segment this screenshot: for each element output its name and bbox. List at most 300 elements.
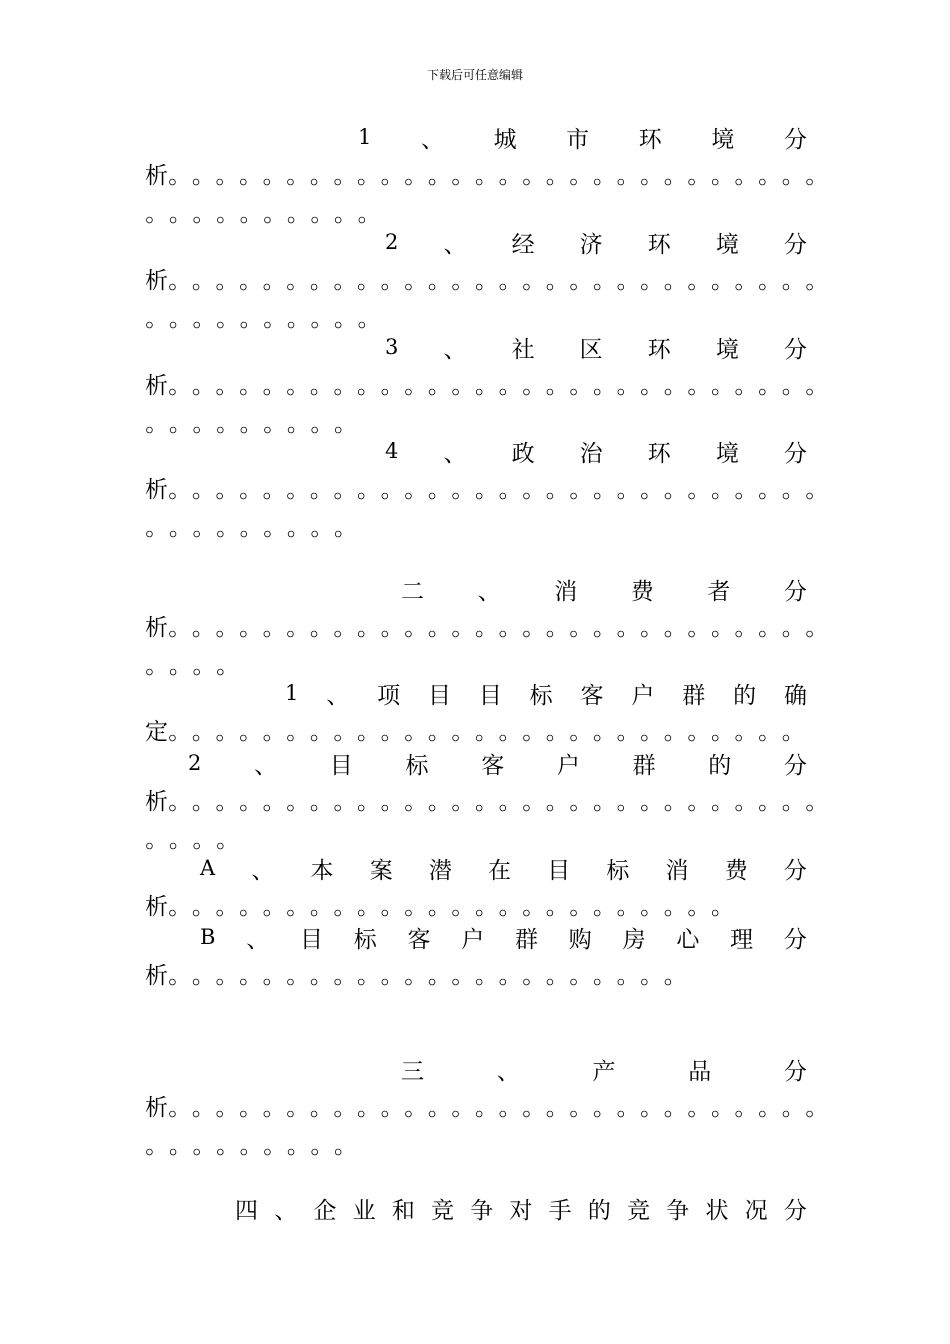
leader-dot: 。 xyxy=(168,963,192,989)
leader-dots-line xyxy=(145,1089,829,1119)
leader-dot: 。 xyxy=(262,719,286,745)
heading-char: 标 xyxy=(606,857,630,884)
leader-dot: 。 xyxy=(262,163,286,189)
leader-dot: 。 xyxy=(758,268,782,294)
leader-dot: 。 xyxy=(333,477,357,503)
leader-dot: 。 xyxy=(168,789,192,815)
heading-char: 本 xyxy=(310,857,334,884)
leader-dot: 。 xyxy=(310,306,334,332)
leader-dots-line xyxy=(145,509,357,539)
leader-dot: 。 xyxy=(592,789,616,815)
leader-dot: 。 xyxy=(191,789,215,815)
leader-dot: 。 xyxy=(216,515,240,541)
leader-dot: 。 xyxy=(451,1095,475,1121)
leader-dot: 。 xyxy=(404,963,428,989)
leader-dot: 。 xyxy=(498,268,522,294)
heading-char: 分 xyxy=(783,440,807,467)
leader-dot: 。 xyxy=(239,163,263,189)
leader-dot: 。 xyxy=(191,373,215,399)
leader-dot: 。 xyxy=(333,1095,357,1121)
leader-dots-line xyxy=(145,957,687,987)
leader-dot: 。 xyxy=(168,477,192,503)
heading-char: 1 xyxy=(285,681,299,705)
leader-dot: 。 xyxy=(475,1095,499,1121)
toc-heading-line xyxy=(285,676,807,710)
leader-dot: 。 xyxy=(286,1133,310,1159)
leader-dot: 。 xyxy=(758,373,782,399)
leader-dot: 。 xyxy=(286,963,310,989)
toc-heading-line xyxy=(385,434,807,468)
leader-dot: 。 xyxy=(333,373,357,399)
leader-dot: 。 xyxy=(758,163,782,189)
leader-dot: 。 xyxy=(522,163,546,189)
leader-dot: 。 xyxy=(451,477,475,503)
leader-dot: 。 xyxy=(239,615,263,641)
heading-char: 境 xyxy=(715,440,739,467)
leader-dot: 。 xyxy=(192,653,216,679)
leader-dot: 。 xyxy=(263,306,287,332)
heading-char: 分 xyxy=(783,231,807,258)
heading-char: 争 xyxy=(666,1197,690,1224)
leader-dot: 。 xyxy=(239,411,263,437)
heading-char: 产 xyxy=(592,1058,616,1085)
toc-heading-line xyxy=(200,920,807,954)
leader-dot: 。 xyxy=(616,477,640,503)
line-tail-char: 析 xyxy=(145,477,168,503)
leader-dot: 。 xyxy=(522,789,546,815)
leader-dot: 。 xyxy=(781,268,805,294)
leader-dot: 。 xyxy=(545,373,569,399)
leader-dot: 。 xyxy=(569,163,593,189)
heading-char: A xyxy=(200,856,216,880)
heading-char: 、 xyxy=(477,578,501,605)
leader-dot: 。 xyxy=(191,615,215,641)
leader-dot: 。 xyxy=(145,306,169,332)
heading-char: 分 xyxy=(783,336,807,363)
leader-dot: 。 xyxy=(191,477,215,503)
heading-char: 业 xyxy=(352,1197,376,1224)
leader-dot: 。 xyxy=(262,268,286,294)
leader-dots-line xyxy=(145,262,829,292)
leader-dot: 。 xyxy=(475,477,499,503)
leader-dot: 。 xyxy=(239,515,263,541)
leader-dot: 。 xyxy=(215,373,239,399)
leader-dot: 。 xyxy=(333,163,357,189)
leader-dot: 。 xyxy=(451,719,475,745)
leader-dot: 。 xyxy=(309,1095,333,1121)
leader-dot: 。 xyxy=(427,789,451,815)
leader-dot: 。 xyxy=(592,268,616,294)
leader-dots-line xyxy=(145,647,239,677)
leader-dot: 。 xyxy=(334,411,358,437)
toc-heading-line xyxy=(235,1191,807,1225)
leader-dot: 。 xyxy=(404,268,428,294)
leader-dot: 。 xyxy=(191,894,215,920)
heading-char: 环 xyxy=(638,126,662,153)
heading-char: 消 xyxy=(665,857,689,884)
leader-dot: 。 xyxy=(262,477,286,503)
leader-dot: 。 xyxy=(687,1095,711,1121)
leader-dot: 。 xyxy=(805,1095,829,1121)
leader-dot: 。 xyxy=(805,373,829,399)
heading-char: 、 xyxy=(254,752,278,779)
leader-dot: 。 xyxy=(640,789,664,815)
leader-dot: 。 xyxy=(734,615,758,641)
leader-dot: 。 xyxy=(145,515,169,541)
leader-dot: 。 xyxy=(168,827,192,853)
toc-heading-line xyxy=(385,330,807,364)
heading-char: 目 xyxy=(427,682,451,709)
leader-dot: 。 xyxy=(687,719,711,745)
leader-dot: 。 xyxy=(522,268,546,294)
leader-dot: 。 xyxy=(781,477,805,503)
leader-dot: 。 xyxy=(616,268,640,294)
leader-dot: 。 xyxy=(710,615,734,641)
leader-dot: 。 xyxy=(215,477,239,503)
leader-dot: 。 xyxy=(380,477,404,503)
leader-dot: 。 xyxy=(215,789,239,815)
leader-dot: 。 xyxy=(310,1133,334,1159)
leader-dot: 。 xyxy=(168,653,192,679)
leader-dot: 。 xyxy=(310,515,334,541)
leader-dot: 。 xyxy=(239,268,263,294)
leader-dot: 。 xyxy=(262,963,286,989)
leader-dot: 。 xyxy=(663,163,687,189)
leader-dot: 。 xyxy=(380,268,404,294)
leader-dots-line xyxy=(145,821,239,851)
heading-char: 、 xyxy=(420,126,444,153)
leader-dot: 。 xyxy=(357,477,381,503)
leader-dot: 。 xyxy=(333,719,357,745)
leader-dot: 。 xyxy=(168,411,192,437)
leader-dot: 。 xyxy=(262,373,286,399)
heading-char: 户 xyxy=(556,752,580,779)
leader-dot: 。 xyxy=(475,268,499,294)
leader-dot: 。 xyxy=(262,894,286,920)
leader-dot: 。 xyxy=(191,963,215,989)
leader-dot: 。 xyxy=(333,789,357,815)
heading-char: 目 xyxy=(329,752,353,779)
leader-dot: 。 xyxy=(263,411,287,437)
leader-dot: 。 xyxy=(758,789,782,815)
leader-dot: 。 xyxy=(168,201,192,227)
heading-char: 况 xyxy=(744,1197,768,1224)
heading-char: 分 xyxy=(783,926,807,953)
leader-dot: 。 xyxy=(286,894,310,920)
leader-dot: 。 xyxy=(216,201,240,227)
leader-dot: 。 xyxy=(498,894,522,920)
leader-dot: 。 xyxy=(216,306,240,332)
leader-dot: 。 xyxy=(215,963,239,989)
leader-dot: 。 xyxy=(522,894,546,920)
leader-dot: 。 xyxy=(380,615,404,641)
leader-dot: 。 xyxy=(309,268,333,294)
heading-char: 客 xyxy=(580,682,604,709)
leader-dot: 。 xyxy=(427,963,451,989)
leader-dot: 。 xyxy=(239,894,263,920)
heading-char: 政 xyxy=(511,440,535,467)
leader-dot: 。 xyxy=(357,373,381,399)
leader-dot: 。 xyxy=(404,894,428,920)
heading-char: 三 xyxy=(401,1058,424,1085)
heading-char: 、 xyxy=(246,926,270,953)
leader-dot: 。 xyxy=(592,894,616,920)
leader-dot: 。 xyxy=(640,963,664,989)
leader-dot: 。 xyxy=(334,515,358,541)
leader-dot: 。 xyxy=(427,719,451,745)
leader-dot: 。 xyxy=(286,615,310,641)
leader-dot: 。 xyxy=(569,963,593,989)
heading-char: 分 xyxy=(783,1197,807,1224)
leader-dot: 。 xyxy=(427,1095,451,1121)
leader-dot: 。 xyxy=(427,477,451,503)
leader-dot: 。 xyxy=(592,719,616,745)
leader-dots-line xyxy=(145,609,829,639)
leader-dot: 。 xyxy=(286,789,310,815)
leader-dot: 。 xyxy=(710,1095,734,1121)
leader-dot: 。 xyxy=(616,789,640,815)
leader-dot: 。 xyxy=(192,306,216,332)
leader-dot: 。 xyxy=(781,373,805,399)
leader-dot: 。 xyxy=(545,163,569,189)
heading-char: 目 xyxy=(478,682,502,709)
leader-dot: 。 xyxy=(168,1095,192,1121)
leader-dot: 。 xyxy=(145,201,169,227)
leader-dot: 。 xyxy=(569,1095,593,1121)
heading-char: 状 xyxy=(705,1197,729,1224)
leader-dot: 。 xyxy=(758,1095,782,1121)
leader-dot: 。 xyxy=(286,201,310,227)
leader-dot: 。 xyxy=(168,515,192,541)
leader-dot: 。 xyxy=(781,163,805,189)
heading-char: 环 xyxy=(647,440,671,467)
leader-dot: 。 xyxy=(262,789,286,815)
leader-dot: 。 xyxy=(569,615,593,641)
leader-dot: 。 xyxy=(145,653,169,679)
heading-char: 济 xyxy=(579,231,603,258)
leader-dot: 。 xyxy=(710,719,734,745)
leader-dot: 。 xyxy=(475,719,499,745)
leader-dot: 。 xyxy=(616,894,640,920)
leader-dot: 。 xyxy=(475,163,499,189)
leader-dot: 。 xyxy=(592,373,616,399)
heading-char: 境 xyxy=(711,126,735,153)
line-tail-char: 析 xyxy=(145,1095,168,1121)
leader-dot: 。 xyxy=(498,789,522,815)
leader-dot: 。 xyxy=(569,789,593,815)
leader-dot: 。 xyxy=(663,789,687,815)
leader-dot: 。 xyxy=(191,719,215,745)
leader-dot: 。 xyxy=(545,894,569,920)
heading-char: 竞 xyxy=(627,1197,651,1224)
heading-char: 境 xyxy=(715,231,739,258)
heading-char: 分 xyxy=(783,578,807,605)
line-tail-char: 析 xyxy=(145,963,168,989)
leader-dot: 。 xyxy=(380,373,404,399)
leader-dot: 。 xyxy=(805,789,829,815)
leader-dot: 。 xyxy=(168,615,192,641)
heading-char: B xyxy=(200,925,216,949)
leader-dot: 。 xyxy=(286,373,310,399)
heading-char: 四 xyxy=(235,1197,258,1224)
leader-dot: 。 xyxy=(333,615,357,641)
heading-char: 理 xyxy=(730,926,754,953)
leader-dot: 。 xyxy=(427,894,451,920)
leader-dot: 。 xyxy=(357,201,381,227)
leader-dot: 。 xyxy=(239,306,263,332)
leader-dot: 。 xyxy=(475,373,499,399)
leader-dot: 。 xyxy=(781,615,805,641)
toc-heading-line xyxy=(401,572,807,606)
leader-dot: 。 xyxy=(239,1095,263,1121)
heading-char: 、 xyxy=(251,857,275,884)
leader-dot: 。 xyxy=(357,615,381,641)
leader-dot: 。 xyxy=(145,827,169,853)
leader-dot: 。 xyxy=(215,163,239,189)
leader-dot: 。 xyxy=(357,1095,381,1121)
heading-char: 的 xyxy=(708,752,732,779)
leader-dot: 。 xyxy=(191,1095,215,1121)
leader-dot: 。 xyxy=(239,963,263,989)
heading-char: 企 xyxy=(313,1197,337,1224)
leader-dot: 。 xyxy=(545,963,569,989)
leader-dot: 。 xyxy=(286,411,310,437)
leader-dot: 。 xyxy=(569,268,593,294)
line-tail-char: 析 xyxy=(145,373,168,399)
leader-dots-line xyxy=(145,888,734,918)
leader-dot: 。 xyxy=(498,719,522,745)
line-tail-char: 定 xyxy=(145,719,168,745)
leader-dot: 。 xyxy=(451,163,475,189)
heading-char: 2 xyxy=(385,230,399,254)
toc-heading-line xyxy=(358,120,807,154)
leader-dot: 。 xyxy=(734,477,758,503)
heading-char: 标 xyxy=(405,752,429,779)
leader-dot: 。 xyxy=(663,719,687,745)
leader-dot: 。 xyxy=(286,306,310,332)
leader-dot: 。 xyxy=(239,201,263,227)
leader-dot: 。 xyxy=(380,1095,404,1121)
leader-dots-line xyxy=(145,367,829,397)
leader-dot: 。 xyxy=(569,477,593,503)
leader-dot: 。 xyxy=(357,963,381,989)
heading-char: 、 xyxy=(443,440,467,467)
leader-dot: 。 xyxy=(216,653,240,679)
leader-dot: 。 xyxy=(309,719,333,745)
leader-dot: 。 xyxy=(168,268,192,294)
leader-dot: 。 xyxy=(357,894,381,920)
leader-dot: 。 xyxy=(663,373,687,399)
leader-dot: 。 xyxy=(239,719,263,745)
leader-dot: 。 xyxy=(758,477,782,503)
heading-char: 环 xyxy=(647,336,671,363)
leader-dot: 。 xyxy=(239,477,263,503)
leader-dot: 。 xyxy=(286,163,310,189)
leader-dot: 。 xyxy=(286,268,310,294)
heading-char: 户 xyxy=(631,682,655,709)
leader-dot: 。 xyxy=(640,894,664,920)
leader-dot: 。 xyxy=(427,373,451,399)
heading-char: 4 xyxy=(385,439,399,463)
leader-dot: 。 xyxy=(451,373,475,399)
leader-dot: 。 xyxy=(404,615,428,641)
leader-dot: 。 xyxy=(333,268,357,294)
heading-char: 目 xyxy=(547,857,571,884)
leader-dot: 。 xyxy=(239,373,263,399)
leader-dot: 。 xyxy=(545,1095,569,1121)
leader-dot: 。 xyxy=(687,268,711,294)
heading-char: 群 xyxy=(632,752,656,779)
leader-dots-line xyxy=(145,713,805,743)
leader-dot: 。 xyxy=(475,789,499,815)
heading-char: 案 xyxy=(369,857,393,884)
leader-dots-line xyxy=(145,783,829,813)
leader-dot: 。 xyxy=(286,515,310,541)
heading-char: 者 xyxy=(707,578,731,605)
line-tail-char: 析 xyxy=(145,789,168,815)
leader-dot: 。 xyxy=(215,719,239,745)
leader-dot: 。 xyxy=(404,163,428,189)
leader-dots-line xyxy=(145,300,381,330)
leader-dot: 。 xyxy=(522,963,546,989)
leader-dot: 。 xyxy=(427,268,451,294)
leader-dot: 。 xyxy=(404,477,428,503)
leader-dot: 。 xyxy=(309,373,333,399)
leader-dot: 。 xyxy=(357,719,381,745)
toc-heading-line xyxy=(401,1052,807,1086)
heading-char: 分 xyxy=(784,752,807,779)
leader-dot: 。 xyxy=(404,1095,428,1121)
leader-dot: 。 xyxy=(215,268,239,294)
leader-dots-line xyxy=(145,157,829,187)
leader-dot: 。 xyxy=(145,411,169,437)
heading-char: 治 xyxy=(579,440,603,467)
heading-char: 消 xyxy=(554,578,578,605)
leader-dot: 。 xyxy=(545,719,569,745)
leader-dot: 。 xyxy=(592,163,616,189)
heading-char: 品 xyxy=(688,1058,712,1085)
leader-dot: 。 xyxy=(805,477,829,503)
leader-dot: 。 xyxy=(191,268,215,294)
leader-dot: 。 xyxy=(687,894,711,920)
heading-char: 社 xyxy=(511,336,535,363)
leader-dot: 。 xyxy=(592,1095,616,1121)
heading-char: 费 xyxy=(724,857,748,884)
heading-char: 竞 xyxy=(431,1197,455,1224)
leader-dot: 。 xyxy=(781,719,805,745)
leader-dot: 。 xyxy=(475,894,499,920)
heading-char: 房 xyxy=(622,926,646,953)
heading-char: 争 xyxy=(470,1197,494,1224)
leader-dot: 。 xyxy=(758,719,782,745)
leader-dot: 。 xyxy=(404,789,428,815)
leader-dot: 。 xyxy=(334,201,358,227)
heading-char: 的 xyxy=(587,1197,611,1224)
leader-dot: 。 xyxy=(663,615,687,641)
leader-dot: 。 xyxy=(215,615,239,641)
leader-dot: 。 xyxy=(592,963,616,989)
heading-char: 群 xyxy=(682,682,706,709)
leader-dot: 。 xyxy=(215,1095,239,1121)
leader-dot: 。 xyxy=(616,1095,640,1121)
leader-dot: 。 xyxy=(309,963,333,989)
leader-dot: 。 xyxy=(663,1095,687,1121)
leader-dot: 。 xyxy=(451,963,475,989)
heading-char: 区 xyxy=(579,336,603,363)
leader-dot: 。 xyxy=(710,789,734,815)
leader-dot: 。 xyxy=(239,1133,263,1159)
leader-dot: 。 xyxy=(262,1095,286,1121)
